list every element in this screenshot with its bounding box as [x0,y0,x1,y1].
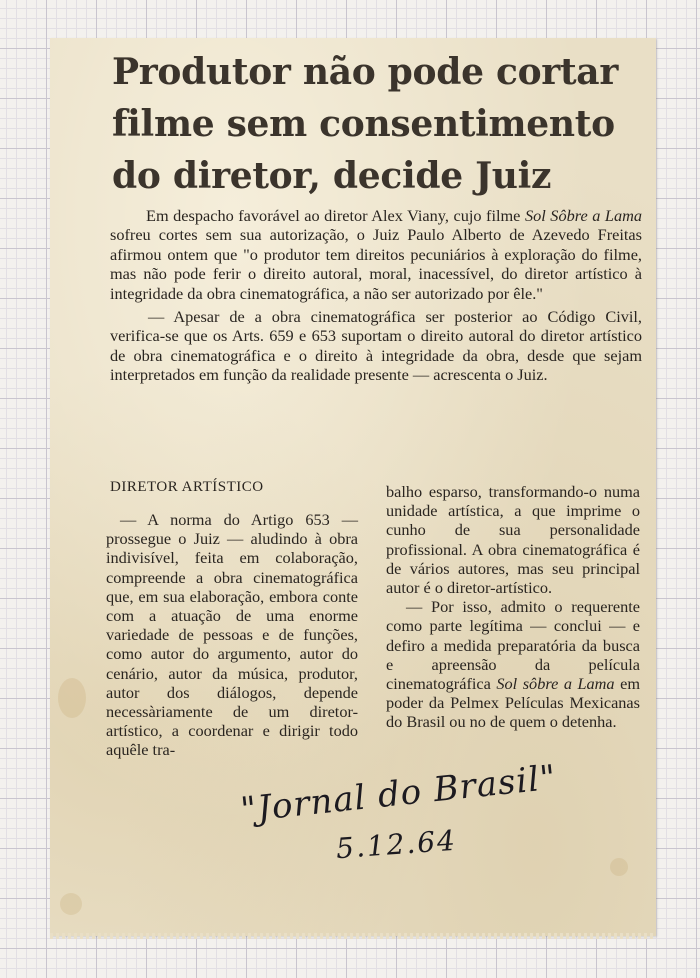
paper-stain [60,893,82,915]
handwritten-date: 5.12.64 [334,823,458,866]
column-paragraph: balho esparso, transformando-o numa unidade artística, a que imprime o cunho de sua personalidade profissional. A obra cinematográfica é de vários autores, mas seu principal autor é o diretor-artístico. [386,482,640,598]
newspaper-clipping [50,38,656,936]
column-paragraph: — A norma do Artigo 653 — prossegue o Juiz — aludindo à obra indivisível, feita em colaboração, compreende a obra cinematográfica que, em sua elaboração, embora conte com a atuação de uma enorme variedade de pessoas e de funções, como autor do argumento, autor do cenário, autor da música, produtor, autor dos diálogos, depende necessàriamente de um diretor-artístico, a coordenar e dirigir todo aquêle tra- [106,510,358,760]
intro-paragraph: — Apesar de a obra cinematográfica ser posterior ao Código Civil, verifica-se que os Arts. 659 e 653 suportam o direito autoral do diretor artístico de obra cinematográfica e o direito à integridade da obra, desde que sejam interpretados em função da realidade presente — acrescenta o Juiz. [110,307,642,385]
right-column [386,482,640,732]
film-title: Sol Sôbre a Lama [524,206,642,225]
left-column [106,510,358,760]
intro-paragraph: Em despacho favorável ao diretor Alex Viany, cujo filme Sol Sôbre a Lama sofreu cortes sem sua autorização, o Juiz Paulo Alberto de Azevedo Freitas afirmou ontem que "o produtor tem direitos pecuniários à exploração do filme, mas não pode ferir o direito autoral, moral, inacessível, do diretor artístico à integridade da obra cinematográfica, a não ser autorizado por êle." [110,206,642,303]
article-intro [110,206,642,385]
paper-stain [58,678,86,718]
handwritten-source: "Jornal do Brasil" [238,757,559,831]
column-paragraph: — Por isso, admito o requerente como parte legítima — conclui — e defiro a medida preparatória da busca e apreensão da película cinematográfica Sol sôbre a Lama em poder da Pelmex Películas Mexicanas do Brasil ou no de quem o detenha. [386,597,640,732]
article-headline: Produtor não pode cortar filme sem consentimento do diretor, decide Juiz [112,51,618,197]
handwritten-annotation [238,757,559,898]
section-heading: DIRETOR ARTÍSTICO [110,479,264,495]
film-title: Sol sôbre a Lama [496,674,615,694]
paper-stain [610,858,628,876]
